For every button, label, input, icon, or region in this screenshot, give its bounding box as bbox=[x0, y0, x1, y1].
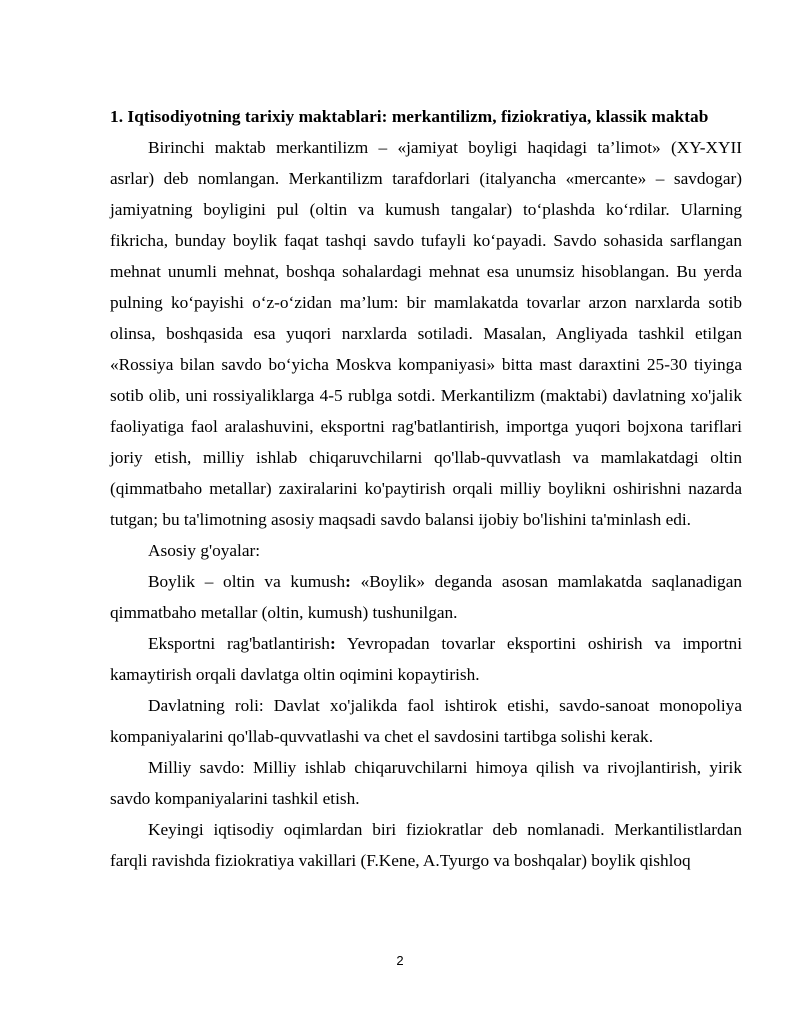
paragraph-national-trade bbox=[110, 752, 742, 814]
paragraph-lead: Eksportni rag'batlantirish bbox=[148, 634, 330, 653]
paragraph-text: Keyingi iqtisodiy oqimlardan biri fiziokratlar deb nomlanadi. Merkantilistlardan farqli ravishda fiziokratiya vakillari (F.Kene, A.Tyurgo va boshqalar) boylik qishloq bbox=[110, 820, 742, 870]
paragraph-lead-colon: : bbox=[239, 758, 245, 777]
paragraph-text: Davlat xo'jalikda faol ishtirok etishi, savdo-sanoat monopoliya kompaniyalarini qo'llab-quvvatlashi va chet el savdosini tartibga solishi kerak. bbox=[110, 696, 742, 746]
paragraph-text: Birinchi maktab merkantilizm – «jamiyat boyligi haqidagi ta’limot» (XY-XYII asrlar) deb nomlangan. Merkantilizm tarafdorlari (italyancha «mercante» – savdogar) jamiyatning boyligini pul (oltin va kumush tangalar) to‘plashda ko‘rdilar. Ularning fikricha, bunday boylik faqat tashqi savdo tufayli ko‘payadi. Savdo sohasida sarflangan mehnat unumli mehnat, boshqa sohalardagi mehnat esa unumsiz hisoblangan. Bu yerda pulning ko‘payishi o‘z-o‘zidan ma’lum: bir mamlakatda tovarlar arzon narxlarda sotib olinsa, boshqasida esa yuqori narxlarda sotiladi. Masalan, Angliyada tashkil etilgan «Rossiya bilan savdo bo‘yicha Moskva kompaniyasi» bitta mast daraxtini 25-30 tiyinga sotib olib, uni rossiyaliklarga 4-5 rublga sotdi. Merkantilizm (maktabi) davlatning xo'jalik faoliyatiga faol aralashuvini, eksportni rag'batlantirish, importga yuqori bojxona tariflari joriy etish, milliy ishlab chiqaruvchilarni qo'llab-quvvatlash va mamlakatdagi oltin (qimmatbaho metallar) zaxiralarini ko'paytirish orqali milliy boylikni oshirishni nazarda tutgan; bu ta'limotning asosiy maqsadi savdo balansi ijobiy bo'lishini ta'minlash edi. bbox=[110, 138, 742, 529]
paragraph-lead: Davlatning roli bbox=[148, 696, 259, 715]
paragraph-physiocrats bbox=[110, 814, 742, 876]
paragraph-export-stimulation bbox=[110, 628, 742, 690]
paragraph-lead-colon: : bbox=[329, 634, 336, 653]
paragraph-wealth-gold-silver bbox=[110, 566, 742, 628]
paragraph-lead-colon: : bbox=[345, 572, 351, 591]
paragraph-mercantilism-intro bbox=[110, 132, 742, 535]
paragraph-text: Milliy ishlab chiqaruvchilarni himoya qilish va rivojlantirish, yirik savdo kompaniyalarini tashkil etish. bbox=[110, 758, 742, 808]
paragraph-lead: Boylik – oltin va kumush bbox=[148, 572, 346, 591]
section-heading: 1. Iqtisodiyotning tarixiy maktablari: merkantilizm, fiziokratiya, klassik maktab bbox=[110, 107, 709, 126]
paragraph-main-ideas-label bbox=[110, 535, 742, 566]
paragraph-lead: Milliy savdo bbox=[148, 758, 240, 777]
document-page bbox=[110, 101, 742, 876]
page-number: 2 bbox=[396, 953, 404, 968]
paragraph-text: Yevropadan tovarlar eksportini oshirish va importni kamaytirish orqali davlatga oltin oqimini kopaytirish. bbox=[110, 634, 742, 684]
paragraph-text: Asosiy g'oyalar: bbox=[148, 541, 261, 560]
paragraph-state-role bbox=[110, 690, 742, 752]
paragraph-text: «Boylik» deganda asosan mamlakatda saqlanadigan qimmatbaho metallar (oltin, kumush) tushunilgan. bbox=[110, 572, 742, 622]
paragraph-lead-colon: : bbox=[258, 696, 264, 715]
